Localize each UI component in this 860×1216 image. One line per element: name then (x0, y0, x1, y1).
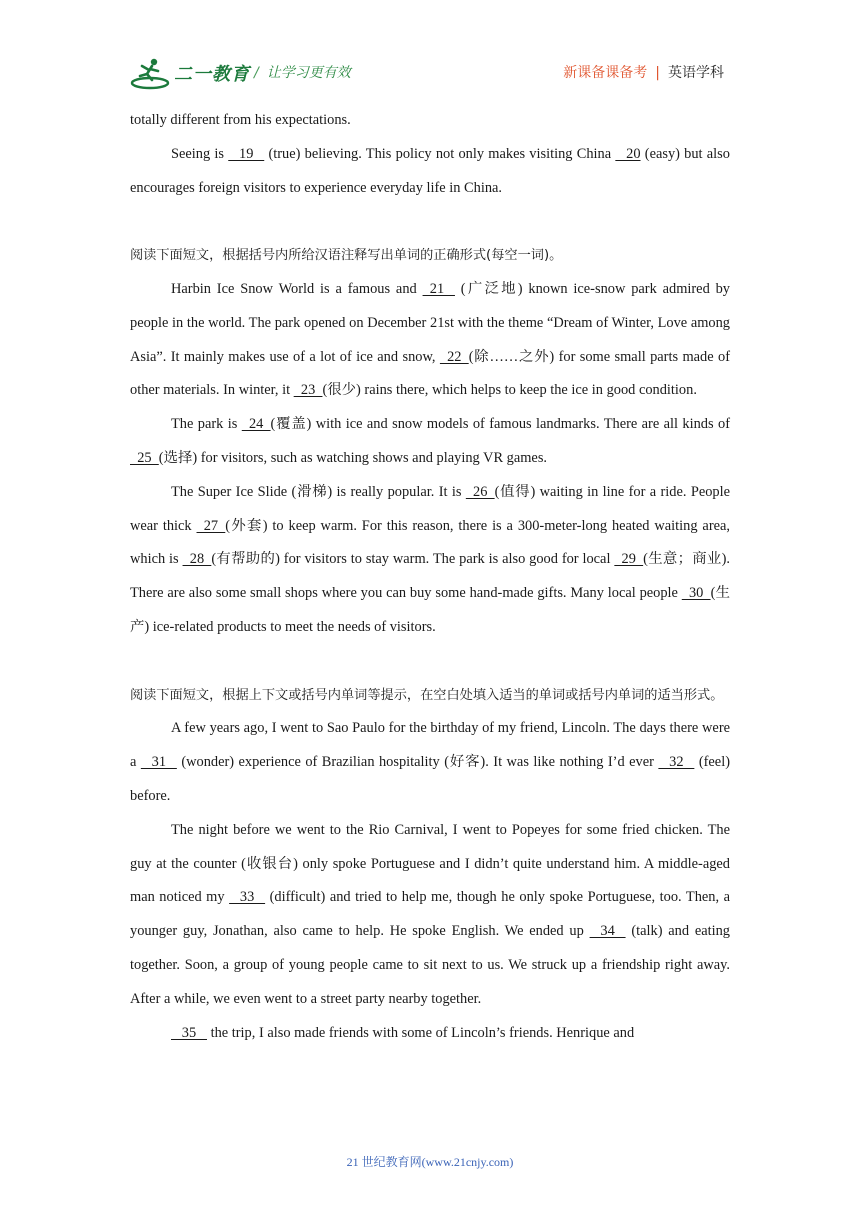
slogan-text: 让学习更有效 (266, 65, 351, 81)
passage-paragraph (130, 1017, 730, 1051)
paragraph-text: 阅读下面短文，根据上下文或括号内单词等提示，在空白处填入适当的单词或括号内单词的适当形式。 (130, 687, 724, 703)
exercise-instructions (130, 239, 730, 273)
passage-paragraph (130, 104, 730, 138)
answer-blank[interactable]: 27 (196, 517, 226, 534)
subject-name: 英语学科 (668, 65, 724, 81)
paragraph-text: The night before we went to the Rio Carnival, I went to Popeyes for some fried chicken. The guy at the counter (收银台) only spoke Portuguese and I didn’t quite understand him. A middle-aged man noticed my (130, 821, 730, 906)
paragraph-text: (有帮助的) for visitors to stay warm. The park is also good for local (211, 551, 615, 568)
paragraph-text: Harbin Ice Snow World is a famous and (171, 280, 423, 297)
answer-blank[interactable]: 29 (614, 551, 644, 568)
subject-category: 新课备课备考 (563, 65, 648, 81)
answer-blank[interactable]: 23 (293, 382, 323, 399)
paragraph-text: (广泛地) known ice-snow park admired by people in the world. The park opened on December 21st with the theme “Dream of Winter, Love among Asia”. It mainly makes use of a lot of ice and snow, (130, 280, 731, 365)
document-body (130, 104, 730, 1050)
slogan-separator: / (254, 65, 259, 81)
passage-paragraph (130, 273, 730, 408)
passage-paragraph (130, 138, 730, 206)
runner-logo-icon (130, 56, 170, 90)
paragraph-text: (difficult) and tried to help me, though he only spoke Portuguese, too. Then, a younger guy, Jonathan, also came to help. He spoke English. We ended up (130, 889, 730, 940)
paragraph-text: (wonder) experience of Brazilian hospitality (好客). It was like nothing I’d ever (176, 754, 659, 771)
page-footer: 21 世纪教育网(www.21cnjy.com) (346, 1155, 514, 1169)
answer-blank[interactable]: 33 (229, 889, 266, 906)
answer-blank[interactable]: 21 (422, 280, 455, 297)
answer-blank[interactable]: 31 (140, 754, 177, 771)
paragraph-text: (true) believing. This policy not only makes visiting China (264, 145, 616, 162)
passage-paragraph (130, 408, 730, 476)
answer-blank[interactable]: 25 (130, 449, 159, 466)
answer-blank[interactable]: 32 (658, 754, 695, 771)
exercise-instructions (130, 679, 730, 713)
paragraph-spacer (130, 205, 730, 239)
paragraph-text: the trip, I also made friends with some of Lincoln’s friends. Henrique and (206, 1024, 635, 1041)
paragraph-text: The park is (171, 416, 242, 433)
paragraph-text: (easy) but also encourages foreign visitors to experience everyday life in China. (130, 145, 730, 196)
answer-blank[interactable]: 28 (182, 551, 212, 568)
passage-paragraph (130, 814, 730, 1017)
paragraph-text: (feel) before. (130, 754, 730, 804)
paragraph-text: (选择) for visitors, such as watching shows and playing VR games. (158, 449, 548, 466)
answer-blank[interactable]: 34 (589, 923, 626, 940)
answer-blank[interactable]: 30 (681, 585, 711, 602)
logo (130, 56, 250, 90)
paragraph-text: totally different from his expectations. (130, 112, 351, 128)
subject-label (563, 62, 724, 82)
paragraph-text: (除……之外) for some small parts made of other materials. In winter, it (130, 348, 730, 399)
paragraph-text: (外套) to keep warm. For this reason, there is a 300-meter-long heated waiting area, which is (130, 517, 730, 568)
paragraph-text: (覆盖) with ice and snow models of famous landmarks. There are all kinds of (270, 416, 730, 433)
logo-text: 二一教育 (174, 64, 250, 85)
paragraph-text: (值得) waiting in line for a ride. People wear thick (130, 483, 730, 534)
answer-blank[interactable]: 20 (615, 145, 641, 162)
paragraph-text: A few years ago, I went to Sao Paulo for the birthday of my friend, Lincoln. The days there were a (130, 720, 730, 771)
answer-blank[interactable]: 24 (241, 416, 271, 433)
paragraph-spacer (130, 645, 730, 679)
answer-blank[interactable]: 26 (465, 483, 495, 500)
slogan (254, 62, 351, 82)
paragraph-text: The Super Ice Slide (滑梯) is really popular. It is (171, 483, 466, 500)
paragraph-text: (生产) ice-related products to meet the needs of visitors. (130, 585, 730, 635)
page-header (130, 56, 730, 92)
paragraph-text: Seeing is (171, 145, 229, 162)
passage-paragraph (130, 476, 730, 645)
paragraph-text: (talk) and eating together. Soon, a group of young people came to sit next to us. We struck up a friendship right away. After a while, we even went to a street party nearby together. (130, 923, 730, 1007)
paragraph-text: (生意；商业). There are also some small shops where you can buy some hand-made gifts. Many local people (130, 551, 730, 602)
answer-blank[interactable]: 35 (171, 1024, 207, 1041)
passage-paragraph (130, 712, 730, 813)
answer-blank[interactable]: 19 (228, 145, 265, 162)
answer-blank[interactable]: 22 (439, 348, 469, 365)
subject-separator: | (655, 65, 660, 81)
paragraph-text: (很少) rains there, which helps to keep the ice in good condition. (322, 382, 697, 399)
paragraph-text: 阅读下面短文，根据括号内所给汉语注释写出单词的正确形式(每空一词)。 (130, 248, 563, 264)
